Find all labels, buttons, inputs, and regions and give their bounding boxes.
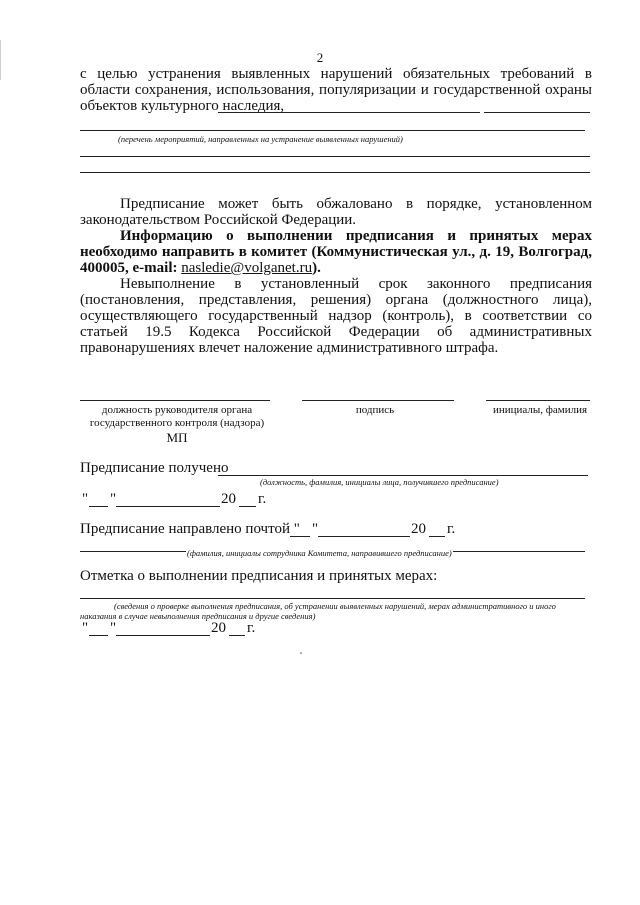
- mailed-month-line: [318, 536, 410, 537]
- position-caption-line-2: государственного контроля (надзора): [89, 417, 265, 429]
- info-paragraph: [80, 228, 592, 276]
- execution-line: [80, 598, 585, 599]
- received-month-line: [116, 506, 220, 507]
- execution-year-line: [229, 635, 245, 636]
- received-year: 20: [221, 491, 236, 507]
- name-line: [486, 400, 590, 401]
- received-date-open: ": [82, 491, 89, 507]
- intro-fill-line: [218, 112, 480, 113]
- intro-text: с целью устранения выявленных нарушений обязательных требований в области сохранения, использования, популяризации и государственной охраны объектов культурного наследия,: [80, 66, 592, 114]
- received-line: [218, 475, 588, 476]
- execution-month-line: [116, 635, 210, 636]
- execution-year-suffix: г.: [247, 620, 256, 636]
- received-caption: (должность, фамилия, инициалы лица, получившего предписание): [260, 477, 499, 487]
- received-date-close: ": [110, 491, 117, 507]
- position-caption: [72, 404, 282, 444]
- position-line: [80, 400, 270, 401]
- execution-caption-2: наказания в случае невыполнения предписания и другие сведения): [80, 611, 316, 621]
- intro-paragraph: [80, 66, 592, 114]
- measures-line-1: [80, 130, 585, 131]
- measures-line-3: [80, 172, 590, 173]
- signature-caption: подпись: [355, 404, 395, 416]
- measures-caption: (перечень мероприятий, направленных на устранение выявленных нарушений): [118, 134, 403, 144]
- mailed-year-suffix: г.: [447, 521, 456, 537]
- execution-year: 20: [211, 620, 226, 636]
- signature-line: [302, 400, 454, 401]
- name-caption: инициалы, фамилия: [492, 404, 588, 416]
- received-year-suffix: г.: [258, 491, 267, 507]
- penalty-paragraph: [80, 276, 592, 356]
- received-day-line: [89, 506, 108, 507]
- measures-line-2: [80, 156, 590, 157]
- mailed-day-line: [290, 536, 310, 537]
- scan-dot: [300, 652, 302, 654]
- execution-label: Отметка о выполнении предписания и принятых мерах:: [80, 568, 438, 584]
- mailed-date-close: ": [312, 521, 319, 537]
- appeal-text: Предписание может быть обжаловано в порядке, установленном законодательством Российской Федерации.: [80, 196, 592, 228]
- stamp-label: МП: [166, 430, 188, 445]
- execution-date-open: ": [82, 620, 89, 636]
- info-text: Информацию о выполнении предписания и принятых мерах необходимо направить в комитет (Коммунистическая ул., д. 19, Волгоград, 400005, e-mail:: [80, 228, 592, 276]
- penalty-text: Невыполнение в установленный срок законного предписания (постановления, представления, решения) органа (должностного лица), осуществляющего государственный надзор (контроль), в соответствии со статьей 19.5 Кодекса Российской Федерации об административных правонарушениях влечет наложение административного штрафа.: [80, 276, 592, 356]
- info-tail: ).: [312, 260, 321, 276]
- received-year-line: [239, 506, 256, 507]
- mailed-year-line: [429, 536, 445, 537]
- mailed-year: 20: [411, 521, 426, 537]
- intro-fill-line-end: [484, 112, 590, 113]
- mailed-label: Предписание направлено почтой ": [80, 521, 300, 537]
- mailed-caption: (фамилия, инициалы сотрудника Комитета, направившего предписание): [187, 548, 452, 558]
- execution-day-line: [89, 635, 108, 636]
- email-link[interactable]: nasledie@volganet.ru: [181, 260, 313, 276]
- appeal-paragraph: [80, 196, 592, 228]
- execution-caption-1: (сведения о проверке выполнения предписания, об устранении выявленных нарушений, мерах административного и иного: [114, 601, 556, 611]
- page-number: 2: [316, 50, 324, 65]
- position-caption-line-1: должность руководителя органа: [101, 404, 253, 416]
- received-label: Предписание получено: [80, 460, 229, 476]
- execution-date-close: ": [110, 620, 117, 636]
